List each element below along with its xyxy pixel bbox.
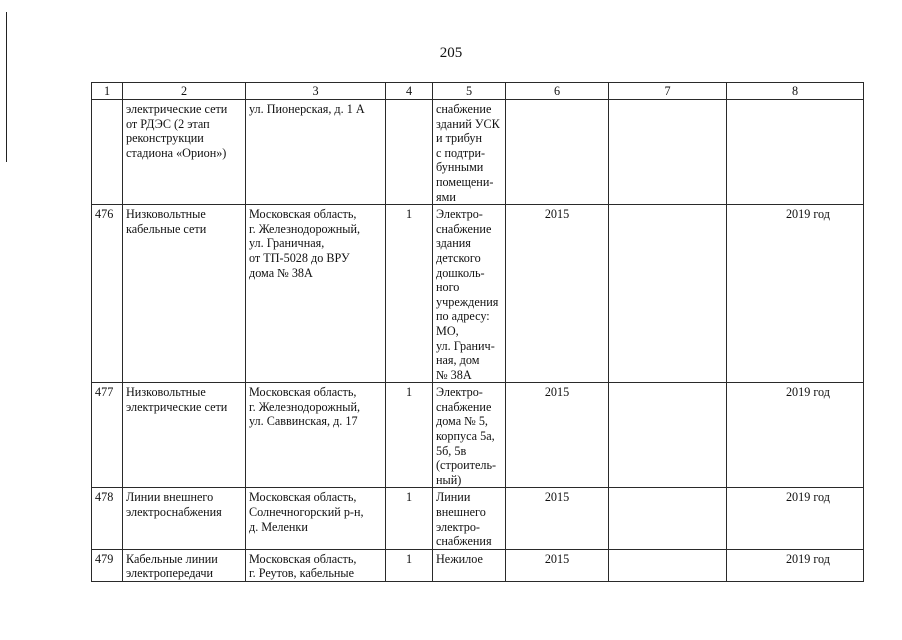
deadline-cell: 2019 год [727,549,864,581]
table-row [92,488,864,549]
address-cell: ул. Пионерская, д. 1 А [246,100,386,205]
table-row [92,549,864,581]
table-row [92,383,864,488]
column-header: 1 [92,83,123,100]
purpose-cell: Электро- снабжение дома № 5, корпуса 5а, 5б, 5в (строитель- ный) [433,383,506,488]
object-name-cell: Низковольтные электрические сети [123,383,246,488]
address-cell: Московская область, г. Реутов, кабельные [246,549,386,581]
column-7-cell [609,383,727,488]
column-header: 4 [386,83,433,100]
column-header: 3 [246,83,386,100]
object-name-cell: Линии внешнего электроснабжения [123,488,246,549]
row-number-cell [92,100,123,205]
address-cell: Московская область, г. Железнодорожный, ул. Саввинская, д. 17 [246,383,386,488]
row-number-cell: 479 [92,549,123,581]
column-header: 5 [433,83,506,100]
document-table [91,82,864,582]
year-cell: 2015 [506,383,609,488]
deadline-cell [727,100,864,205]
row-number-cell: 477 [92,383,123,488]
quantity-cell: 1 [386,205,433,383]
quantity-cell [386,100,433,205]
column-header: 8 [727,83,864,100]
table-header-row [92,83,864,100]
year-cell: 2015 [506,205,609,383]
column-7-cell [609,205,727,383]
page-number: 205 [439,45,463,61]
deadline-cell: 2019 год [727,383,864,488]
address-cell: Московская область, Солнечногорский р-н, д. Меленки [246,488,386,549]
column-7-cell [609,488,727,549]
quantity-cell: 1 [386,488,433,549]
deadline-cell: 2019 год [727,205,864,383]
year-cell: 2015 [506,549,609,581]
margin-line [6,12,7,162]
column-header: 2 [123,83,246,100]
table-row [92,100,864,205]
year-cell: 2015 [506,488,609,549]
column-header: 6 [506,83,609,100]
object-name-cell: Низковольтные кабельные сети [123,205,246,383]
quantity-cell: 1 [386,549,433,581]
purpose-cell: Нежилое [433,549,506,581]
quantity-cell: 1 [386,383,433,488]
row-number-cell: 478 [92,488,123,549]
purpose-cell: Электро- снабжение здания детского дошколь- ного учреждения по адресу: МО, ул. Гранич- ная, дом № 38А [433,205,506,383]
row-number-cell: 476 [92,205,123,383]
object-name-cell: Кабельные линии электропередачи [123,549,246,581]
column-7-cell [609,549,727,581]
column-7-cell [609,100,727,205]
column-header: 7 [609,83,727,100]
table-row [92,205,864,383]
purpose-cell: Линии внешнего электро- снабжения [433,488,506,549]
deadline-cell: 2019 год [727,488,864,549]
year-cell [506,100,609,205]
address-cell: Московская область, г. Железнодорожный, ул. Граничная, от ТП-5028 до ВРУ дома № 38А [246,205,386,383]
object-name-cell: электрические сети от РДЭС (2 этап реконструкции стадиона «Орион») [123,100,246,205]
purpose-cell: снабжение зданий УСК и трибун с подтри- бунными помещени- ями [433,100,506,205]
